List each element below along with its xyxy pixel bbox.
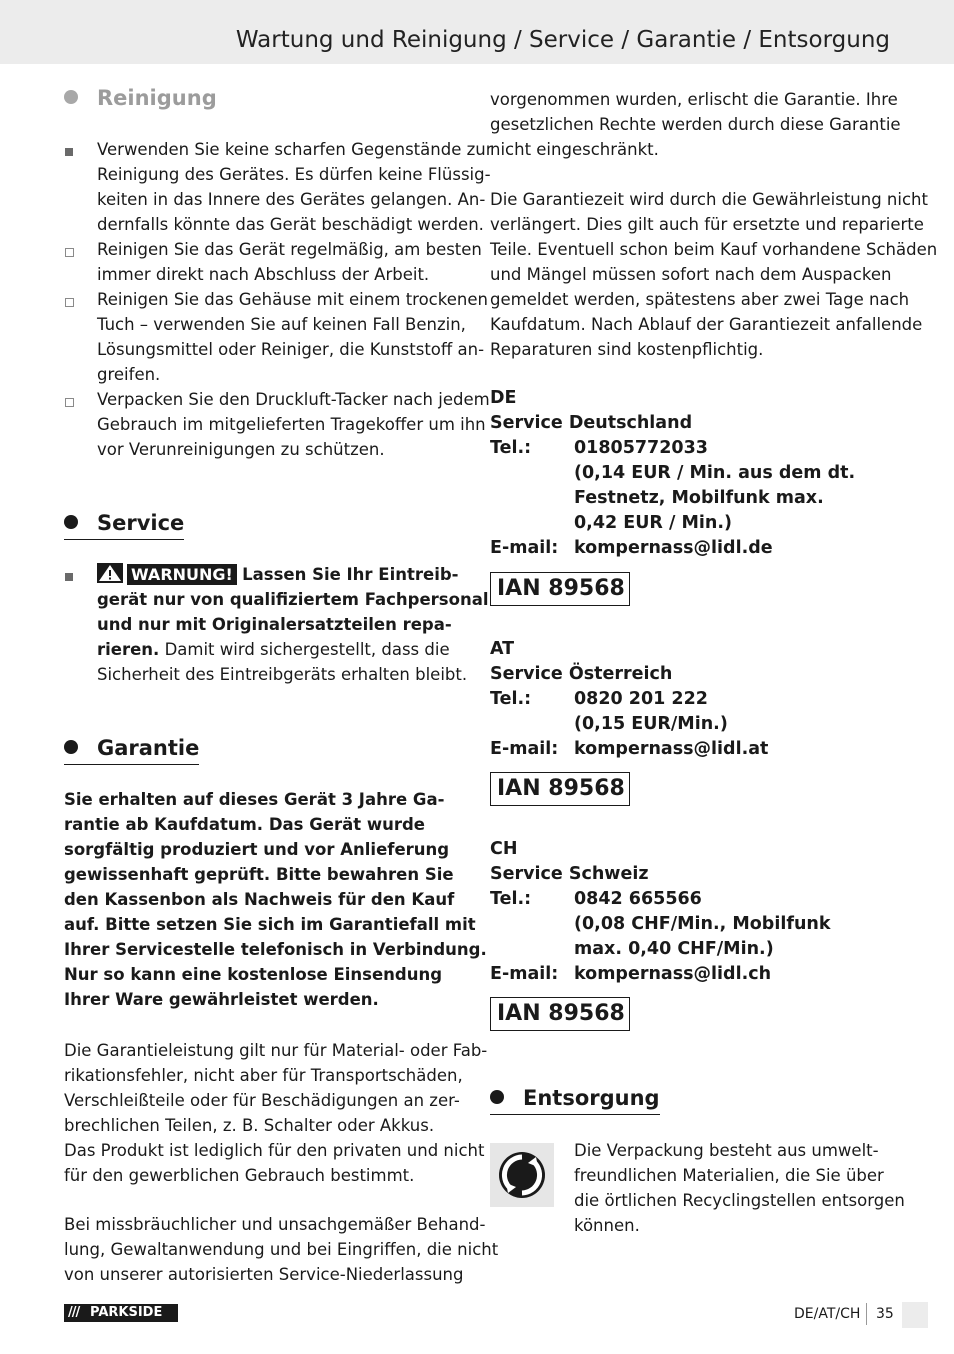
warning-text-bold: und nur mit Originalersatzteilen repa- — [97, 615, 452, 634]
paragraph-line: gewissenhaft geprüft. Bitte bewahren Sie — [64, 865, 454, 884]
paragraph-line: für den gewerblichen Gebrauch bestimmt. — [64, 1166, 415, 1185]
logo-text: PARKSIDE — [90, 1305, 163, 1320]
footer-locale: DE/AT/CH — [794, 1306, 861, 1322]
paragraph-line: nicht eingeschränkt. — [490, 140, 659, 159]
paragraph-line: Bei missbräuchlicher und unsachgemäßer Behand- — [64, 1215, 486, 1234]
ian-box: IAN 89568 — [490, 997, 630, 1031]
paragraph-line: Teile. Eventuell schon beim Kauf vorhandene Schäden — [490, 240, 938, 259]
tel-label: Tel.: — [490, 689, 532, 709]
heading-text: Garantie — [97, 736, 200, 760]
contact-service-name: Service Österreich — [490, 664, 673, 684]
logo-slashes: /// — [68, 1305, 80, 1320]
email-label: E-mail: — [490, 964, 559, 984]
email-link[interactable]: kompernass@lidl.ch — [574, 964, 772, 984]
email-label: E-mail: — [490, 739, 559, 759]
paragraph-line: Ihrer Ware gewährleistet werden. — [64, 990, 379, 1009]
page-title: Wartung und Reinigung / Service / Garantie / Entsorgung — [235, 27, 890, 53]
warning-text-bold: gerät nur von qualifiziertem Fachpersonal — [97, 590, 489, 609]
paragraph-line: Kaufdatum. Nach Ablauf der Garantiezeit anfallende — [490, 315, 923, 334]
heading-garantie — [64, 735, 199, 765]
contact-country: CH — [490, 839, 518, 859]
list-line: vor Verunreinigungen zu schützen. — [97, 440, 385, 459]
heading-reinigung — [64, 85, 217, 114]
paragraph-line: Reparaturen sind kostenpflichtig. — [490, 340, 764, 359]
contact-service-name: Service Schweiz — [490, 864, 649, 884]
warning-text-mixed — [97, 637, 450, 662]
paragraph-line: Die Garantieleistung gilt nur für Material- oder Fab- — [64, 1041, 488, 1060]
tel-note: (0,08 CHF/Min., Mobilfunk — [574, 914, 831, 934]
paragraph-line: Verschleißteile oder für Beschädigungen an zer- — [64, 1091, 460, 1110]
paragraph-line: gemeldet werden, spätestens aber zwei Tage nach — [490, 290, 910, 309]
tel-label: Tel.: — [490, 889, 532, 909]
tel-number[interactable]: 01805772033 — [574, 438, 708, 458]
list-line: dernfalls könnte das Gerät beschädigt werden. — [97, 215, 484, 234]
warning-text-bold: rieren. — [97, 640, 160, 659]
paragraph-line: vorgenommen wurden, erlischt die Garantie. Ihre — [490, 90, 898, 109]
heading-text: Service — [97, 511, 185, 535]
paragraph-line: verlängert. Dies gilt auch für ersetzte und reparierte — [490, 215, 924, 234]
list-line: keiten in das Innere des Gerätes gelangen. An- — [97, 190, 486, 209]
paragraph-line: Sie erhalten auf dieses Gerät 3 Jahre Ga- — [64, 790, 445, 809]
paragraph-line: rikationsfehler, nicht aber für Transportschäden, — [64, 1066, 463, 1085]
square-bullet-icon — [65, 248, 74, 257]
parkside-logo — [64, 1304, 178, 1322]
contact-service-name: Service Deutschland — [490, 413, 693, 433]
heading-entsorgung — [490, 1085, 660, 1115]
heading-text: Entsorgung — [523, 1086, 660, 1110]
ian-box: IAN 89568 — [490, 572, 630, 606]
list-line: greifen. — [97, 365, 161, 384]
section-bullet-icon — [64, 90, 78, 104]
list-line: Reinigung des Gerätes. Es dürfen keine Flüssig- — [97, 165, 491, 184]
email-link[interactable]: kompernass@lidl.at — [574, 739, 769, 759]
paragraph-line: von unserer autorisierten Service-Niederlassung — [64, 1265, 464, 1284]
warning-text: Sicherheit des Eintreibgeräts erhalten bleibt. — [97, 665, 468, 684]
list-line: Reinigen Sie das Gehäuse mit einem trockenen — [97, 290, 488, 309]
heading-text: Reinigung — [97, 86, 217, 110]
footer-grey-box — [902, 1302, 928, 1328]
square-bullet-icon — [65, 573, 73, 581]
section-bullet-icon — [490, 1090, 504, 1104]
tel-note: 0,42 EUR / Min.) — [574, 513, 733, 533]
paragraph-line: gesetzlichen Rechte werden durch diese Garantie — [490, 115, 901, 134]
page-header-bar — [0, 0, 954, 64]
list-line: Verpacken Sie den Druckluft-Tacker nach jedem — [97, 390, 490, 409]
paragraph-line: rantie ab Kaufdatum. Das Gerät wurde — [64, 815, 425, 834]
warning-text-bold: Lassen Sie Ihr Eintreib- — [242, 565, 459, 584]
paragraph-line: sorgfältig produziert und vor Anlieferung — [64, 840, 450, 859]
paragraph-line: freundlichen Materialien, die Sie über — [574, 1166, 884, 1185]
contact-country: DE — [490, 388, 517, 408]
paragraph-line: lung, Gewaltanwendung und bei Eingriffen, die nicht — [64, 1240, 499, 1259]
paragraph-line: die örtlichen Recyclingstellen entsorgen — [574, 1191, 905, 1210]
paragraph-line: können. — [574, 1216, 640, 1235]
square-bullet-icon — [65, 298, 74, 307]
list-line: Verwenden Sie keine scharfen Gegenstände zur — [97, 140, 493, 159]
page-number: 35 — [876, 1306, 894, 1322]
warning-badge: WARNUNG! — [127, 564, 237, 585]
list-line: Gebrauch im mitgelieferten Tragekoffer um ihn — [97, 415, 486, 434]
paragraph-line: Ihrer Servicestelle telefonisch in Verbindung. — [64, 940, 487, 959]
warning-text: Damit wird sichergestellt, dass die — [159, 640, 450, 659]
paragraph-line: Die Verpackung besteht aus umwelt- — [574, 1141, 879, 1160]
warning-triangle-icon — [97, 563, 123, 583]
contact-country: AT — [490, 639, 515, 659]
section-bullet-icon — [64, 515, 78, 529]
paragraph-line: Nur so kann eine kostenlose Einsendung — [64, 965, 443, 984]
tel-note: (0,14 EUR / Min. aus dem dt. — [574, 463, 856, 483]
paragraph-line: brechlichen Teilen, z. B. Schalter oder Akkus. — [64, 1116, 435, 1135]
heading-service — [64, 510, 184, 540]
square-bullet-icon — [65, 398, 74, 407]
warning-line — [97, 562, 459, 587]
tel-note: (0,15 EUR/Min.) — [574, 714, 728, 734]
paragraph-line: Die Garantiezeit wird durch die Gewährleistung nicht — [490, 190, 928, 209]
square-bullet-icon — [65, 148, 73, 156]
section-bullet-icon — [64, 740, 78, 754]
paragraph-line: und Mängel müssen sofort nach dem Auspacken — [490, 265, 892, 284]
tel-note: max. 0,40 CHF/Min.) — [574, 939, 774, 959]
paragraph-line: auf. Bitte setzen Sie sich im Garantiefall mit — [64, 915, 476, 934]
paragraph-line: Das Produkt ist lediglich für den privaten und nicht — [64, 1141, 485, 1160]
email-link[interactable]: kompernass@lidl.de — [574, 538, 773, 558]
list-line: Tuch – verwenden Sie auf keinen Fall Benzin, — [97, 315, 466, 334]
ian-box: IAN 89568 — [490, 772, 630, 806]
list-line: immer direkt nach Abschluss der Arbeit. — [97, 265, 430, 284]
green-dot-recycling-icon — [490, 1143, 554, 1207]
tel-note: Festnetz, Mobilfunk max. — [574, 488, 824, 508]
footer-divider — [866, 1303, 867, 1325]
paragraph-line: den Kassenbon als Nachweis für den Kauf — [64, 890, 455, 909]
list-line: Lösungsmittel oder Reiniger, die Kunststoff an- — [97, 340, 485, 359]
tel-number[interactable]: 0842 665566 — [574, 889, 702, 909]
tel-label: Tel.: — [490, 438, 532, 458]
tel-number[interactable]: 0820 201 222 — [574, 689, 708, 709]
list-line: Reinigen Sie das Gerät regelmäßig, am besten — [97, 240, 482, 259]
email-label: E-mail: — [490, 538, 559, 558]
